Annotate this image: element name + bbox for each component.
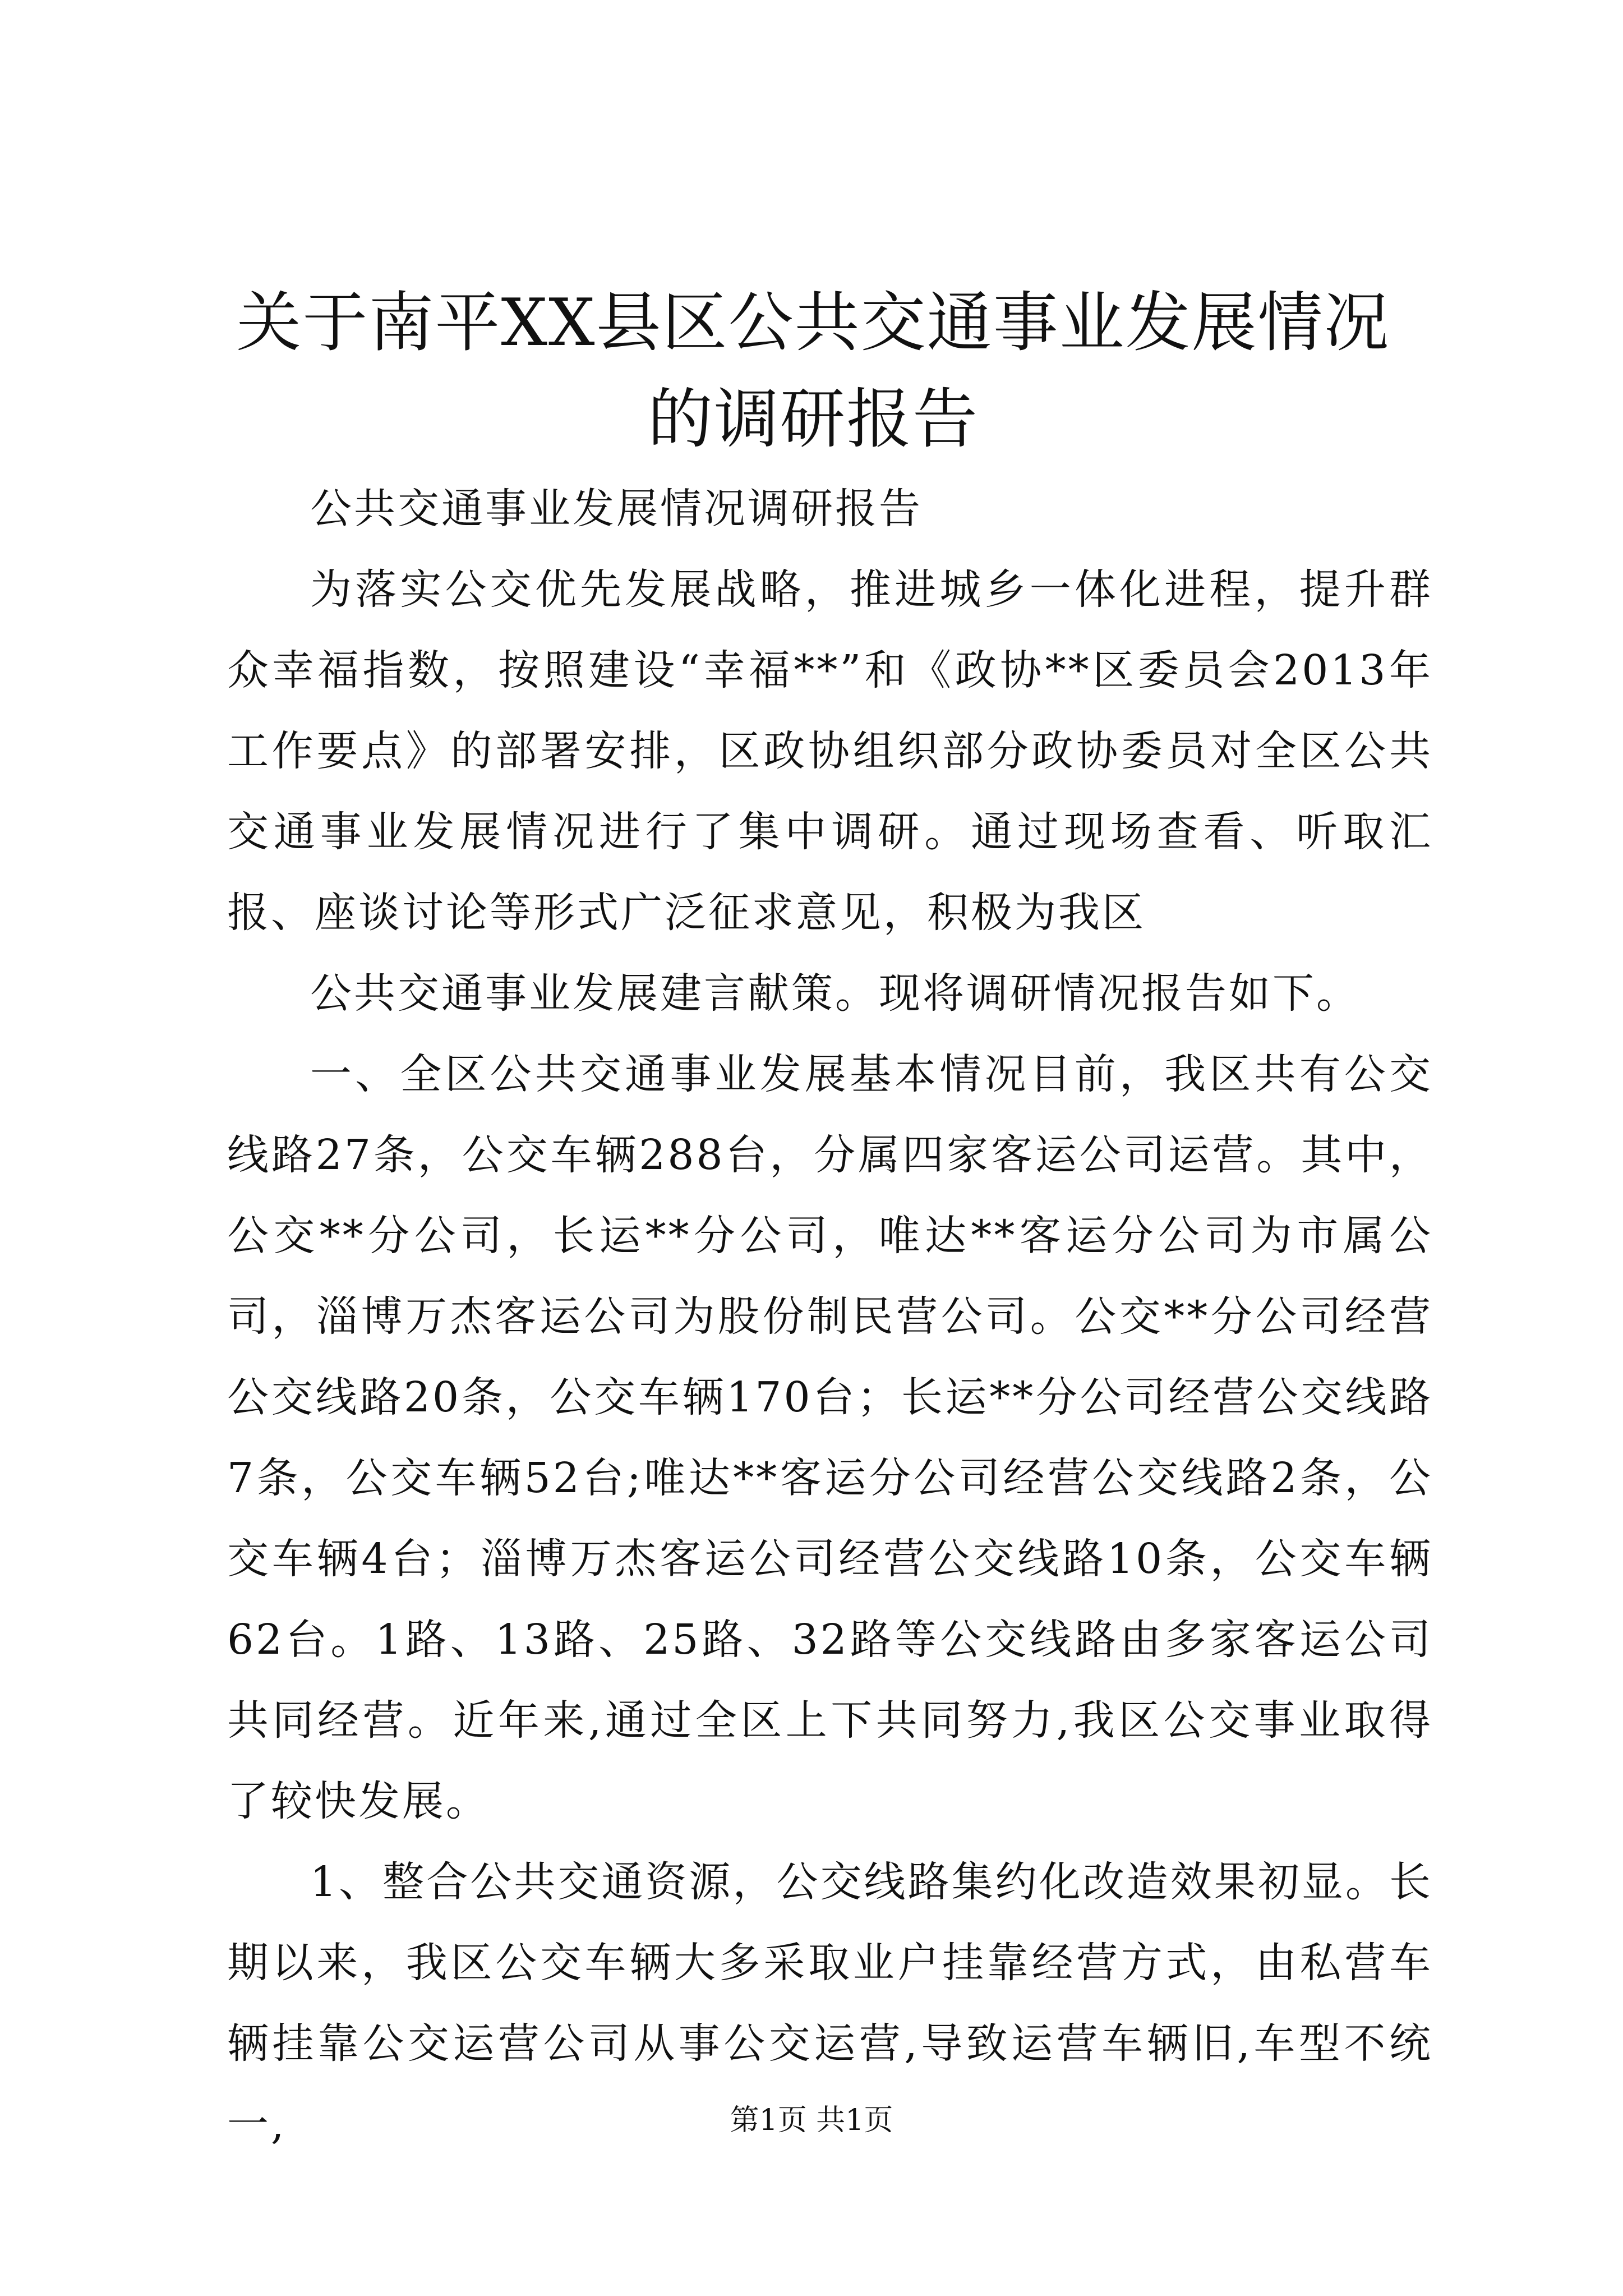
paragraph-intro: 为落实公交优先发展战略，推进城乡一体化进程，提升群众幸福指数，按照建设“幸福**”和《政协**区委员会2013年工作要点》的部署安排，区政协组织部分政协委员对全区公共交通事业发展情况进行了集中调研。通过现场查看、听取汇报、座谈讨论等形式广泛征求意见，积极为我区: [227, 565, 1433, 937]
paragraph-subtitle: 公共交通事业发展情况调研报告: [310, 485, 923, 533]
paragraph-intro-continued: 公共交通事业发展建言献策。现将调研情况报告如下。: [310, 969, 1360, 1018]
paragraph-item-one: 1、整合公共交通资源，公交线路集约化改造效果初显。长期以来，我区公交车辆大多采取业户挂靠经营方式，由私营车辆挂靠公交运营公司从事公交运营,导致运营车辆旧,车型不统一,: [227, 1858, 1433, 2148]
paragraph-section-one: 一、全区公共交通事业发展基本情况目前，我区共有公交线路27条，公交车辆288台，分属四家客运公司运营。其中，公交**分公司，长运**分公司，唯达**客运分公司为市属公司，淄博万杰客运公司为股份制民营公司。公交**分公司经营公交线路20条，公交车辆170台；长运**分公司经营公交线路7条，公交车辆52台;唯达**客运分公司经营公交线路2条，公交车辆4台；淄博万杰客运公司经营公交线路10条，公交车辆62台。1路、13路、25路、32路等公交线路由多家客运公司共同经营。近年来,通过全区上下共同努力,我区公交事业取得了较快发展。: [227, 1050, 1433, 1825]
document-title: 关于南平XX县区公共交通事业发展情况的调研报告: [236, 285, 1390, 457]
page-footer: 第1页 共1页: [730, 2104, 893, 2137]
document-body: [227, 468, 1433, 2165]
